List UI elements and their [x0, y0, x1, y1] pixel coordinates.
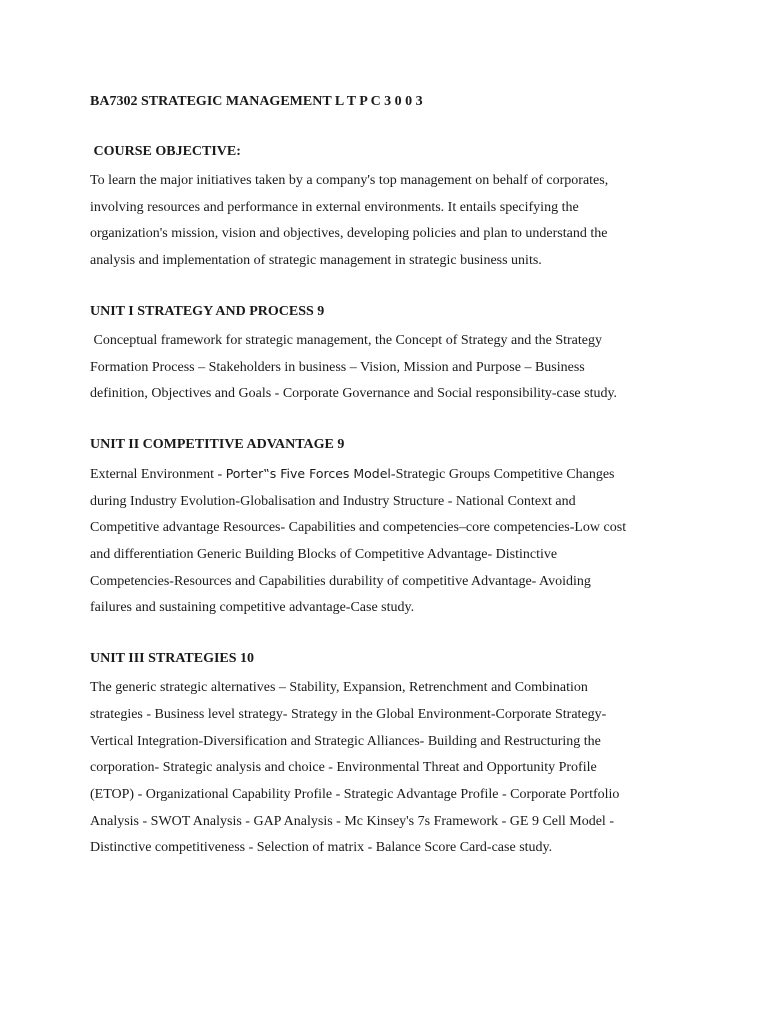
paragraph-text: -Strategic Groups Competitive Changes — [390, 466, 615, 482]
unit-1-heading: UNIT I STRATEGY AND PROCESS 9 — [90, 303, 325, 319]
paragraph-line: Competitive advantage Resources- Capabilities and competencies–core competencies-Low cost — [90, 520, 627, 536]
document-title: BA7302 STRATEGIC MANAGEMENT L T P C 3 0 0 3 — [90, 94, 423, 109]
unit-2-heading: UNIT II COMPETITIVE ADVANTAGE 9 — [90, 436, 345, 452]
document-page — [90, 92, 690, 889]
paragraph-line: Analysis - SWOT Analysis - GAP Analysis - Mc Kinsey's 7s Framework - GE 9 Cell Model - — [90, 813, 614, 829]
unit-1-section — [90, 302, 690, 408]
paragraph-line: Distinctive competitiveness - Selection of matrix - Balance Score Card-case study. — [90, 840, 553, 856]
paragraph-line: analysis and implementation of strategic management in strategic business units. — [90, 253, 542, 269]
course-objective-section — [90, 142, 690, 275]
paragraph-line: Formation Process – Stakeholders in business – Vision, Mission and Purpose – Business — [90, 359, 585, 375]
paragraph-text: External Environment - — [90, 466, 226, 482]
paragraph-line: strategies - Business level strategy- Strategy in the Global Environment-Corporate Strategy- — [90, 706, 607, 722]
unit-3-heading: UNIT III STRATEGIES 10 — [90, 651, 255, 667]
paragraph-line: during Industry Evolution-Globalisation and Industry Structure - National Context and — [90, 493, 576, 509]
paragraph-line: corporation- Strategic analysis and choice - Environmental Threat and Opportunity Profile — [90, 760, 597, 776]
paragraph-line: The generic strategic alternatives – Stability, Expansion, Retrenchment and Combination — [90, 680, 588, 696]
paragraph-line — [90, 461, 690, 489]
paragraph-line: Competencies-Resources and Capabilities durability of competitive Advantage- Avoiding — [90, 573, 591, 589]
porters-model-text: Porter‟s Five Forces Model — [225, 465, 391, 481]
paragraph-line: To learn the major initiatives taken by a company's top management on behalf of corporates, — [90, 173, 609, 188]
unit-2-section — [90, 435, 690, 622]
paragraph-line: (ETOP) - Organizational Capability Profile - Strategic Advantage Profile - Corporate Portfolio — [90, 786, 620, 802]
unit-3-section — [90, 649, 690, 862]
paragraph-line: definition, Objectives and Goals - Corporate Governance and Social responsibility-case study. — [90, 386, 618, 402]
paragraph-line: failures and sustaining competitive advantage-Case study. — [90, 600, 415, 616]
paragraph-line: Vertical Integration-Diversification and Strategic Alliances- Building and Restructuring the — [90, 733, 601, 749]
paragraph-line: and differentiation Generic Building Blocks of Competitive Advantage- Distinctive — [90, 547, 558, 563]
paragraph-line: organization's mission, vision and objectives, developing policies and plan to understand the — [90, 226, 608, 242]
paragraph-line: Conceptual framework for strategic management, the Concept of Strategy and the Strategy — [90, 332, 602, 348]
paragraph-line: involving resources and performance in external environments. It entails specifying the — [90, 199, 579, 215]
course-objective-heading: COURSE OBJECTIVE: — [90, 144, 241, 159]
